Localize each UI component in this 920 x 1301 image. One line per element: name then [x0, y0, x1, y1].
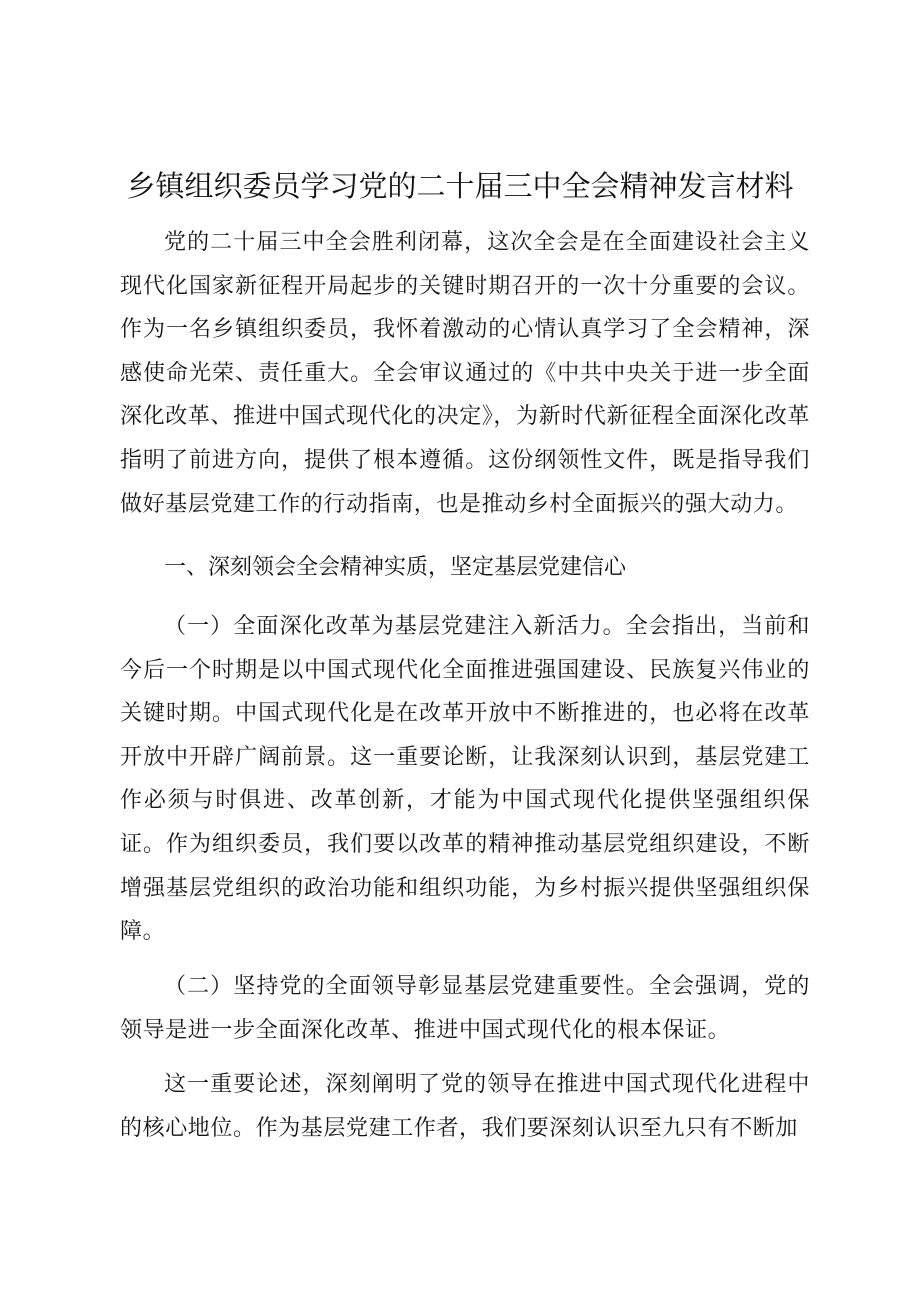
document-title: 乡镇组织委员学习党的二十届三中全会精神发言材料 — [126, 169, 794, 203]
body-paragraph: （二）坚持党的全面领导彰显基层党建重要性。全会强调，党的领导是进一步全面深化改革、推进中国式现代化的根本保证。 — [120, 974, 810, 1043]
body-paragraph: 这一重要论述，深刻阐明了党的领导在推进中国式现代化进程中的核心地位。作为基层党建工作者，我们要深刻认识至九只有不断加 — [120, 1072, 810, 1141]
section-heading: 一、深刻领会全会精神实质，坚定基层党建信心 — [164, 555, 627, 580]
intro-paragraph: 党的二十届三中全会胜利闭幕，这次全会是在全面建设社会主义现代化国家新征程开局起步的关键时期召开的一次十分重要的会议。作为一名乡镇组织委员，我怀着激动的心情认真学习了全会精神，深感使命光荣、责任重大。全会审议通过的《中共中央关于进一步全面深化改革、推进中国式现代化的决定》，为新时代新征程全面深化改革指明了前进方向，提供了根本遵循。这份纲领性文件，既是指导我们做好基层党建工作的行动指南，也是推动乡村全面振兴的强大动力。 — [120, 230, 810, 517]
body-paragraph: （一）全面深化改革为基层党建注入新活力。全会指出，当前和今后一个时期是以中国式现代化全面推进强国建设、民族复兴伟业的关键时期。中国式现代化是在改革开放中不断推进的，也必将在改革开放中开辟广阔前景。这一重要论断，让我深刻认识到，基层党建工作必须与时俱进、改革创新，才能为中国式现代化提供坚强组织保证。作为组织委员，我们要以改革的精神推动基层党组织建设，不断增强基层党组织的政治功能和组织功能，为乡村振兴提供坚强组织保障。 — [120, 614, 810, 945]
